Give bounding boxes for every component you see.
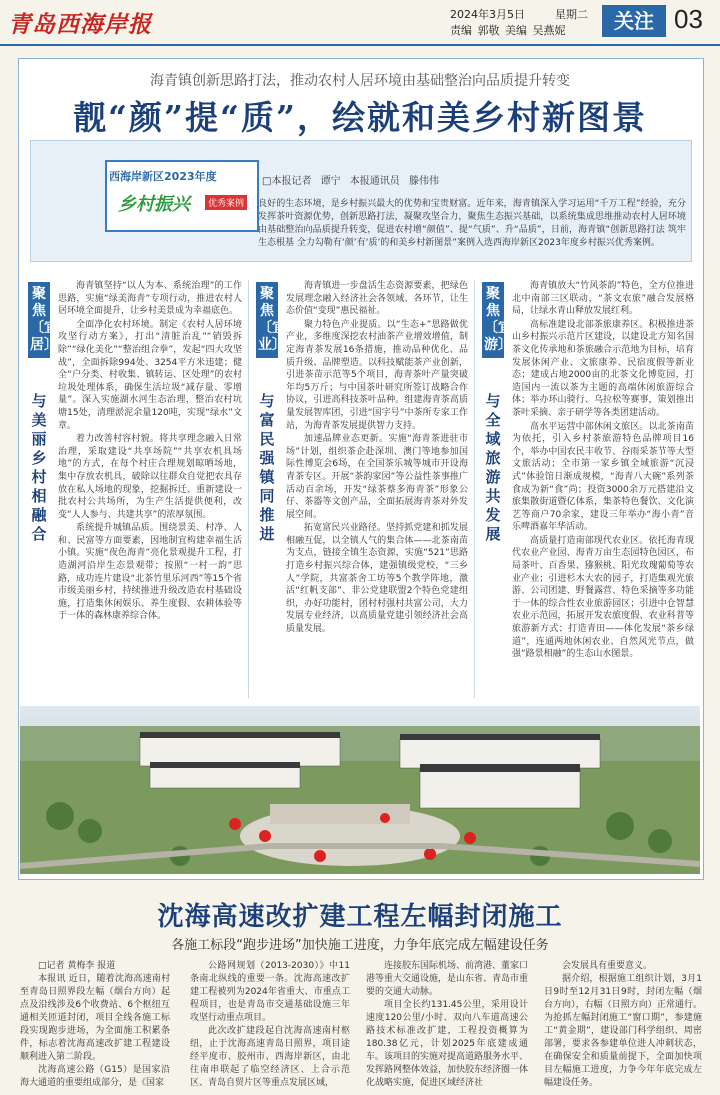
article2-column-2 <box>190 960 350 1095</box>
page-number: 03 <box>674 4 703 34</box>
section-label: 关注 <box>614 9 654 33</box>
award-badge-line1: 西海岸新区2023年度 <box>109 170 217 183</box>
paragraph: 拓宽富民兴业路径。坚持抓党建和抓发展相融互促，以全镇人气的集合体——北茶南苗为支点，链接全镇生态资源，实施“521”思路打造乡村振兴综合体，建强镇级党校，“三乡人”学院，共富茶舍工坊等5个教学阵地，激活“红帆支部”、非公党建联盟2个特色党建组织，办好功能村，团村村强村共富公司，大力发展专业经济，以高质量党建引领经济社会高质量发展。 <box>286 523 468 635</box>
feature-intro: 良好的生态环境，是乡村振兴最大的优势和宝贵财富。近年来，海青镇深入学习运用“千万工程”经验，充分发挥茶叶资源优势，创新思路打法，凝聚攻坚合力，聚焦生态振兴基础，以系统集成思维推动农村人居环境由基础整治向品质提升转变，促进农村增“颜值”、提“气质”、升“品质”，日前，海青镇“创新思路打法 筑牢生态根基 全力勾勒有‘颜’有‘质’的和美乡村新图景”案例入选西海岸新区2023年度乡村振兴优秀案例。 <box>258 199 686 248</box>
feature-headline: 靓“颜”提“质”，绘就和美乡村新图景 <box>73 98 647 137</box>
column-business-text <box>286 280 468 698</box>
editor-credits: 责编 郭敬 美编 吴燕妮 <box>450 24 566 37</box>
article2-column-4 <box>544 960 702 1095</box>
award-badge-line3: 优秀案例 <box>205 195 247 210</box>
paragraph: 海青镇放大“竹风茶韵”特色，全方位推进北中南部三区联动，“茶文农旅”融合发展格局，让绿水青山释放发展红利。 <box>512 281 694 317</box>
column-livable-text <box>58 280 242 698</box>
paragraph: 本报讯 近日，随着沈海高速南村至青岛日照界段左幅（烟台方向）起点及沿线涉及6个收费站、6个枢纽互通相关匝道封闭，项目全线各施工标段实现跑步进场，为全面施工积累条件，标志着沈海高速改扩建工程建设顺利进入第二阶段。 <box>20 974 170 1062</box>
article2-column-1 <box>20 960 170 1095</box>
focus-tab-livable: 聚焦〔宜居〕 <box>28 282 50 358</box>
paragraph: 全面净化农村环境。制定《农村人居环境攻坚行动方案》，打出“清脏治乱”“销毁拆除”“绿化美化”“整治组合拳”，发起“四大攻坚战”，全面拆除994处、3254平方米违建；健全“户分类、村收集、镇转运、区处理”的农村垃圾处理体系，确保生活垃圾“减存量、零增量”。深入实施湖水河生态治理，整治农村坑塘15处，清理淤泥余量120吨，实现“绿水”文章。 <box>58 319 242 431</box>
newspaper-logo: 青岛西海岸报 <box>8 11 152 38</box>
focus-subtitle-tourism: 与全域旅游共发展 <box>485 392 501 543</box>
focus-subtitle-livable: 与美丽乡村相融合 <box>31 392 47 543</box>
section-badge <box>602 5 666 37</box>
paragraph: 项目全长约131.45公里，采用设计速度120公里/小时、双向八车道高速公路技术标准改扩建，工程投资概算为180.38亿元，计划2025年底建成通车。该项目的实施对提高道路服务水平、发挥路网整体效益，加快胶东经济圈一体化战略实施，促进区域经济社 <box>366 1000 528 1088</box>
focus-subtitle-business: 与富民强镇同推进 <box>259 392 275 543</box>
article2-headline: 沈海高速改扩建工程左幅封闭施工 <box>157 902 563 932</box>
column-divider <box>474 280 475 698</box>
aerial-village-photo <box>20 706 700 874</box>
paragraph: □记者 黄梅李 报道 <box>38 961 116 971</box>
article2-column-3 <box>366 960 528 1095</box>
paragraph: 高水平运营中部休闲文旅区。以北茶南苗为依托，引入乡村茶旅游特色品牌项目16个，举办中国农民丰收节、谷雨采茶节等大型文旅活动；全市第一家乡镇全域旅游“沉浸式”体验馆日渐成规模，“海青八大碗”系列茶食成为新“食”尚；投资3000余万元搭建沿文旅集散街道暨亿体系，集茶特色餐饮、文化演艺等商户70余家，建设三年举办“海小青”音乐啤酒嘉年华活动。 <box>512 421 694 533</box>
issue-date: 2024年3月5日 <box>450 8 525 21</box>
column-tourism-text <box>512 280 694 698</box>
issue-weekday: 星期二 <box>555 8 588 21</box>
article2-subhead: 各施工标段“跑步进场”加快施工进度，力争年底完成左幅建设任务 <box>171 938 549 953</box>
paragraph: 海青镇进一步盘活生态资源要素，把绿色发展理念融入经济社会各领域、各环节，让生态价值“变现”惠民福祉。 <box>286 281 468 317</box>
award-badge-line2: 乡村振兴 <box>118 194 190 215</box>
paragraph: 加速品牌业态更新。实施“海青茶进驻市场”计划，组织茶企赴深圳、澳门等地参加国际性博览会6场，在全国茶乐城等城市开设海青茶专区。开展“茶韵家园”等公益性茶事推广活动百余场，开发“绿茶蔡多海青茶”形象公仔、茶器等文创产品，全面拓展海青茶对外发展空间。 <box>286 434 468 520</box>
column-divider <box>248 280 249 698</box>
feature-byline: □本报记者 谭宁 本报通讯员 滕伟伟 <box>262 176 439 187</box>
paragraph: 高质量打造南部现代农业区。依托海青现代农业产业园、海青万亩生态园特色园区，布局茶叶、百香果、猕猴桃、阳光玫瑰葡萄等农业产业；引进杉木大农的园子，打造集观光旅游、公司团建、野餐露营、特色采摘等多功能于一体的综合性农业旅游园区；引进中仓智慧农业示范园，拓展开发农旅度假、农业科普等旅游新方式；打造青田——体化发展“茶乡绿道”，连通两地休闲农业、自然风光节点，做强“路景相融”的生态山水图景。 <box>512 535 694 660</box>
paragraph: 此次改扩建段起自沈海高速南村枢纽，止于沈海高速青岛日照界，项目途经平度市、胶州市、西海岸新区，由北往南串联起了临空经济区、上合示范区、青岛自贸片区等重点发展区域， <box>190 1026 350 1088</box>
paragraph: 系统提升城镇品质。围绕景美、村净、人和、民富等方面要素，因地制宜构建幸福生活小镇。实施“夜色海青”亮化景观提升工程，打造湖河沿岸生态景观带；按照“一村一韵”思路，成功连片建设“北茶竹里乐河西”等15个省市级美丽乡村，持续推进升级改造农村基础设施，打造集休闲娱乐、养生度假、农耕体验等于一体的森林康养综合体。 <box>58 523 242 622</box>
feature-kicker: 海青镇创新思路打法，推动农村人居环境由基础整治向品质提升转变 <box>150 73 570 89</box>
paragraph: 海青镇坚持“以人为本、系统治理”的工作思路，实施“绿美海青”专项行动，推进农村人居环境全面提升，让乡村美景成为幸福底色。 <box>58 281 242 317</box>
paragraph: 连接胶东国际机场、前湾港、董家口港等重大交通设施，是山东省、青岛市重要的交通大动脉。 <box>366 961 528 997</box>
paragraph: 沈海高速公路（G15）是国家沿海大通道的重要组成部分，是《国家 <box>20 1065 170 1088</box>
paragraph: 公路网规划（2013-2030）》中11条南北纵线的重要一条。沈海高速改扩建工程被列为2024年省重大、市重点工程项目，也是青岛市交通基础设施三年攻坚行动重点项目。 <box>190 961 350 1023</box>
focus-tab-tourism: 聚焦〔宜游〕 <box>482 282 504 358</box>
paragraph: 聚力特色产业提质。以“生态+”思路做优产业，多维度深挖农村油茶产业增效增值，制定海青茶发展16条措施，推动品种优化、品质升级、品牌塑造。以科技赋能茶产业创新，引进茶苗示范等5个项目，海青茶叶产量突破年均5万斤；与中国茶叶研究所签订战略合作协议，引进高科技茶叶品种。组建海青茶高质量发展智库团，引进“国字号”中茶所专家工作站，为海青茶发展提供智力支持。 <box>286 319 468 431</box>
paragraph: 着力改善村容村貌。将共享理念融入日常治理，采取建设“共享场院”“共享农机具场地”的方式，在每个村庄合理规划晾晒场地，集中存放农机具，破除以往群众自觉把农具存放在私人场地的现象，挖掘拆迁、重新建设一批农村公共场所，为生产生活提供便利，改变“人人参与、共建共享”的浓厚氛围。 <box>58 434 242 520</box>
paragraph: 据介绍，根据施工组织计划，3月1日9时至12月31日9时，封闭左幅（烟台方向），右幅（日照方向）正常通行。为抢抓左幅封闭施工“窗口期”，参建施工“黄金期”，建设部门科学组织、周密部署，要求各参建单位进人冲刺状态，在确保安全和质量前提下，全面加快项目左幅施工进度，力争今年年底完成左幅建设任务。 <box>544 974 702 1088</box>
focus-tab-business: 聚焦〔宜业〕 <box>256 282 278 358</box>
paragraph: 高标准建设北部茶旅康养区。积极推进茶山乡村振兴示范片区建设，以建设北方知名国茶文化传承地和茶旅融合示范地为目标，培育发展休闲产业、文旅康养、民宿度假等新业态；建成占地2000亩的北茶文化博览园，打造国内一流以茶为主题的高端休闲旅游综合体；举办环山骑行、乌拉松等赛事，策划推出茶叶采摘、亲子研学等各类团建活动。 <box>512 319 694 418</box>
paragraph: 会发展具有重要意义。 <box>562 961 653 971</box>
